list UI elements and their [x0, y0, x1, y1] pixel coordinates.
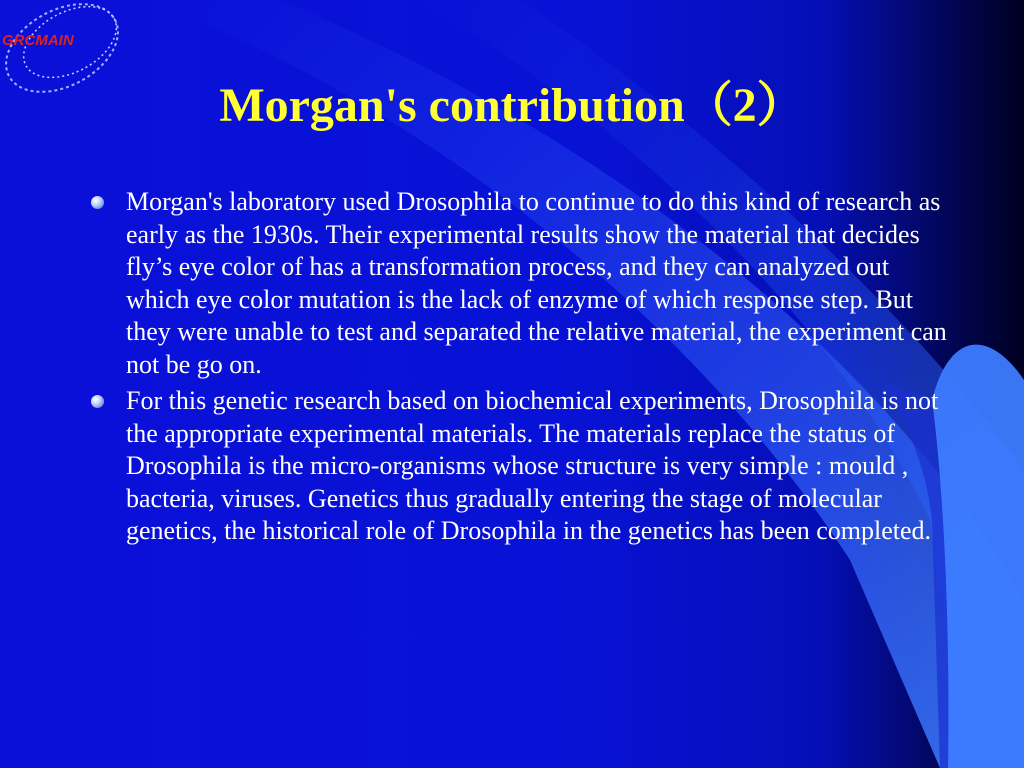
bullet-list — [88, 186, 958, 552]
page-title: Morgan's contribution（2） — [219, 79, 805, 132]
bullet-item — [88, 385, 958, 548]
bullet-dot-icon — [91, 395, 104, 408]
logo-text: GRCMAIN — [2, 32, 74, 49]
bullet-dot-icon — [91, 196, 104, 209]
bullet-text: For this genetic research based on biochemical experiments, Drosophila is not the appropriate experimental materials. The materials replace the status of Drosophila is the micro-organisms whose structure is very simple : mould , bacteria, viruses. Genetics thus gradually entering the stage of molecular genetics, the historical role of Drosophila in the genetics has been completed. — [126, 386, 939, 545]
bullet-item — [88, 186, 958, 381]
bullet-text: Morgan's laboratory used Drosophila to continue to do this kind of research as early as the 1930s. Their experimental results show the material that decides fly’s eye color of has a transformation process, and they can analyzed out which eye color mutation is the lack of enzyme of which response step. But they were unable to test and separated the relative material, the experiment can not be go on. — [126, 187, 947, 379]
